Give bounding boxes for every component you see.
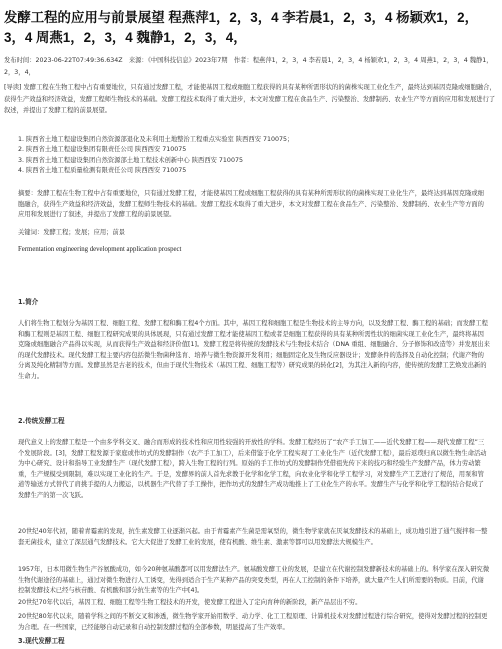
affiliation-item: 1. 陕西省土地工程建设集团自然资源部退化及未利用土地整治工程重点实验室 陕西西安 710075； [18, 136, 294, 143]
section-heading-modern: 3.现代发酵工程 [18, 637, 65, 645]
section-paragraph: 1957年，日本用微生物生产谷氨酸成功，如今20种氨基酸都可以用发酵法生产。氨基酸发酵工业的发展，是建立在代谢控制发酵新技术的基础上的。科学家在深入研究微生物代谢途径的基础上，通过对微生物进行人工诱变，先得到适合于生产某种产品的突变类型，再在人工控制的条件下培养，就大量产生人们所需要的物质。目前，代谢控制发酵技术已经与核苷酸、有机酸和部分抗生素等的生产中[4]。 [18, 566, 490, 595]
english-title: Fermentation engineering development application prospect [18, 246, 182, 253]
section-heading-traditional: 2.传统发酵工程 [18, 417, 65, 425]
affiliation-item: 3. 陕西省土地工程建设集团自然资源部土地工程技术创新中心 陕西西安 710075 [18, 156, 243, 164]
section-paragraph: 人们将生物工程划分为基因工程、细胞工程、发酵工程和酶工程4个方面。其中，基因工程和细胞工程是生物技术的主导方向，以及发酵工程、酶工程的基础；而发酵工程和酶工程则是基因工程、细胞工程研究成果的具体展现，只有通过发酵工程才能使基因工程或者是细胞工程获得的具有某种所需性状的细菌实现工业化生产，最终将基因克隆或细胞融合产品得以实现，从而获得生产效益和经济价值[1]。发酵工程是将传统的发酵技术与生物技术结合（DNA 重组、细胞融合、分子修饰和改造等）并发展出来的现代发酵技术。现代发酵工程主要内容包括微生物菌种选育、培养与微生物资源开发利用；细胞固定化及生物反应器设计；发酵条件的选择及自动化控制；代谢产物的分离及纯化精制等方面。发酵虽然是古老的技术，但由于现代生物技术（基因工程、细胞工程等）研究成果的转化[2]，为其注入新的内容，使传统的发酵工艺焕发出新的生命力。 [18, 320, 490, 380]
article-guide: [导读] 发酵工程在生物工程中占有重要地位，只有通过发酵工程，才能使基因工程或细胞工程获得的具有某种所需形状的的菌株实现工业化生产，最终达到基因克隆或细胞融合，获得生产效益和经济效益，发酵工程师生物技术的基础。发酵工程技术取得了重大进步，本文对发酵工程在食品生产、污染整治、发酵制药、农业生产等方面的应用和发展进行了叙述，并提出了发酵工程的前景展望。 [4, 84, 496, 114]
section-heading-intro: 1.简介 [18, 298, 39, 306]
affiliation-item: 2. 陕西省土地工程建设集团有限责任公司 陕西西安 710075 [18, 146, 187, 154]
article-title: 发酵工程的应用与前景展望 程燕萍1，2，3，4 李若晨1，2，3，4 杨颖欢1，2，3，4 周燕1，2，3，4 魏静1，2，3，4， [4, 10, 478, 45]
section-paragraph: 20世纪70年代以后，基因工程、细胞工程等生物工程技术的开发，使发酵工程进入了定向育种的新阶段，新产品层出不穷。 [18, 599, 362, 606]
section-paragraph: 20世纪80年代以来，随着学科之间的不断交叉和渗透，微生物学家开始用数学、动力学、化工工程原理、计算机技术对发酵过程进行综合研究，使得对发酵过程的控制更为合理。在一些国家，已经能够自动记录和自动控制发酵过程的全部参数，明显提高了生产效率。 [18, 613, 488, 631]
keywords: 关键词：发酵工程；发展；应用；前景 [18, 229, 126, 236]
article-meta: 发布时间：2023-06-22T07:49:36.634Z 来源：《中国科技信息》2023年7期 作者：程燕萍1，2，3，4 李若晨1，2，3，4 杨颖欢1，2，3，4 周燕1，2，3，4 魏静1，2，3，4， [4, 57, 493, 76]
affiliation-item: 4. 陕西省土地工程质量检测有限责任公司 陕西西安 710075 [18, 166, 187, 174]
section-paragraph: 现代意义上的发酵工程是一个由多学科交叉、融合而形成的技术性和应用性较强的开放性的学科。发酵工程经历了“农产手工加工——近代发酵工程——现代发酵工程”三个发展阶段。[3]，发酵工程发源于家庭或作坊式的发酵制作（农产手工加工），后来借鉴于化学工程实现了工业化生产（近代发酵工程），最后返璞归真以微生物生命活动为中心研究、设计和指导工业发酵生产（现代发酵工程），跨入生物工程的行列。原始的手工作坊式的发酵制作凭借祖先传下来的技巧和经验生产发酵产品，体力劳动繁重，生产规模受到限制，难以实现工业化的生产。于是，发酵界的前人首先求教于化学和化学工程，向农业化学和化学工程学习，对发酵生产工艺进行了规范，用泵和管道等输送方式替代了肩挑手提的人力搬运，以机器生产代替了手工操作，把作坊式的发酵生产成功地推上了工业化生产的水平。发酵生产与化学和化学工程的结合促成了发酵生产的第一次飞跃。 [18, 439, 487, 499]
abstract: 摘要：发酵工程在生物工程中占有重要地位，只有通过发酵工程，才能使基因工程或细胞工程获得的具有某种所需形状的的菌株实现工业化生产，最终达到基因克隆或细胞融合，获得生产效益和经济效益，发酵工程师生物技术的基础。发酵工程技术取得了重大进步，本文对发酵工程在食品生产、污染整治、发酵制药、农业生产等方面的应用和发展进行了叙述，并提出了发酵工程的前景展望。 [18, 190, 484, 218]
section-paragraph: 20世纪40年代初，随着青霉素的发现，抗生素发酵工业逐渐兴起。由于青霉素产生菌是需氧型的，微生物学家就在厌氧发酵技术的基础上，成功地引进了通气搅拌和一整套无菌技术，建立了深层通气发酵技术。它大大促进了发酵工业的发展，使有机酸、维生素、激素等都可以用发酵法大规模生产。 [18, 528, 488, 546]
affiliation-list [18, 135, 488, 176]
